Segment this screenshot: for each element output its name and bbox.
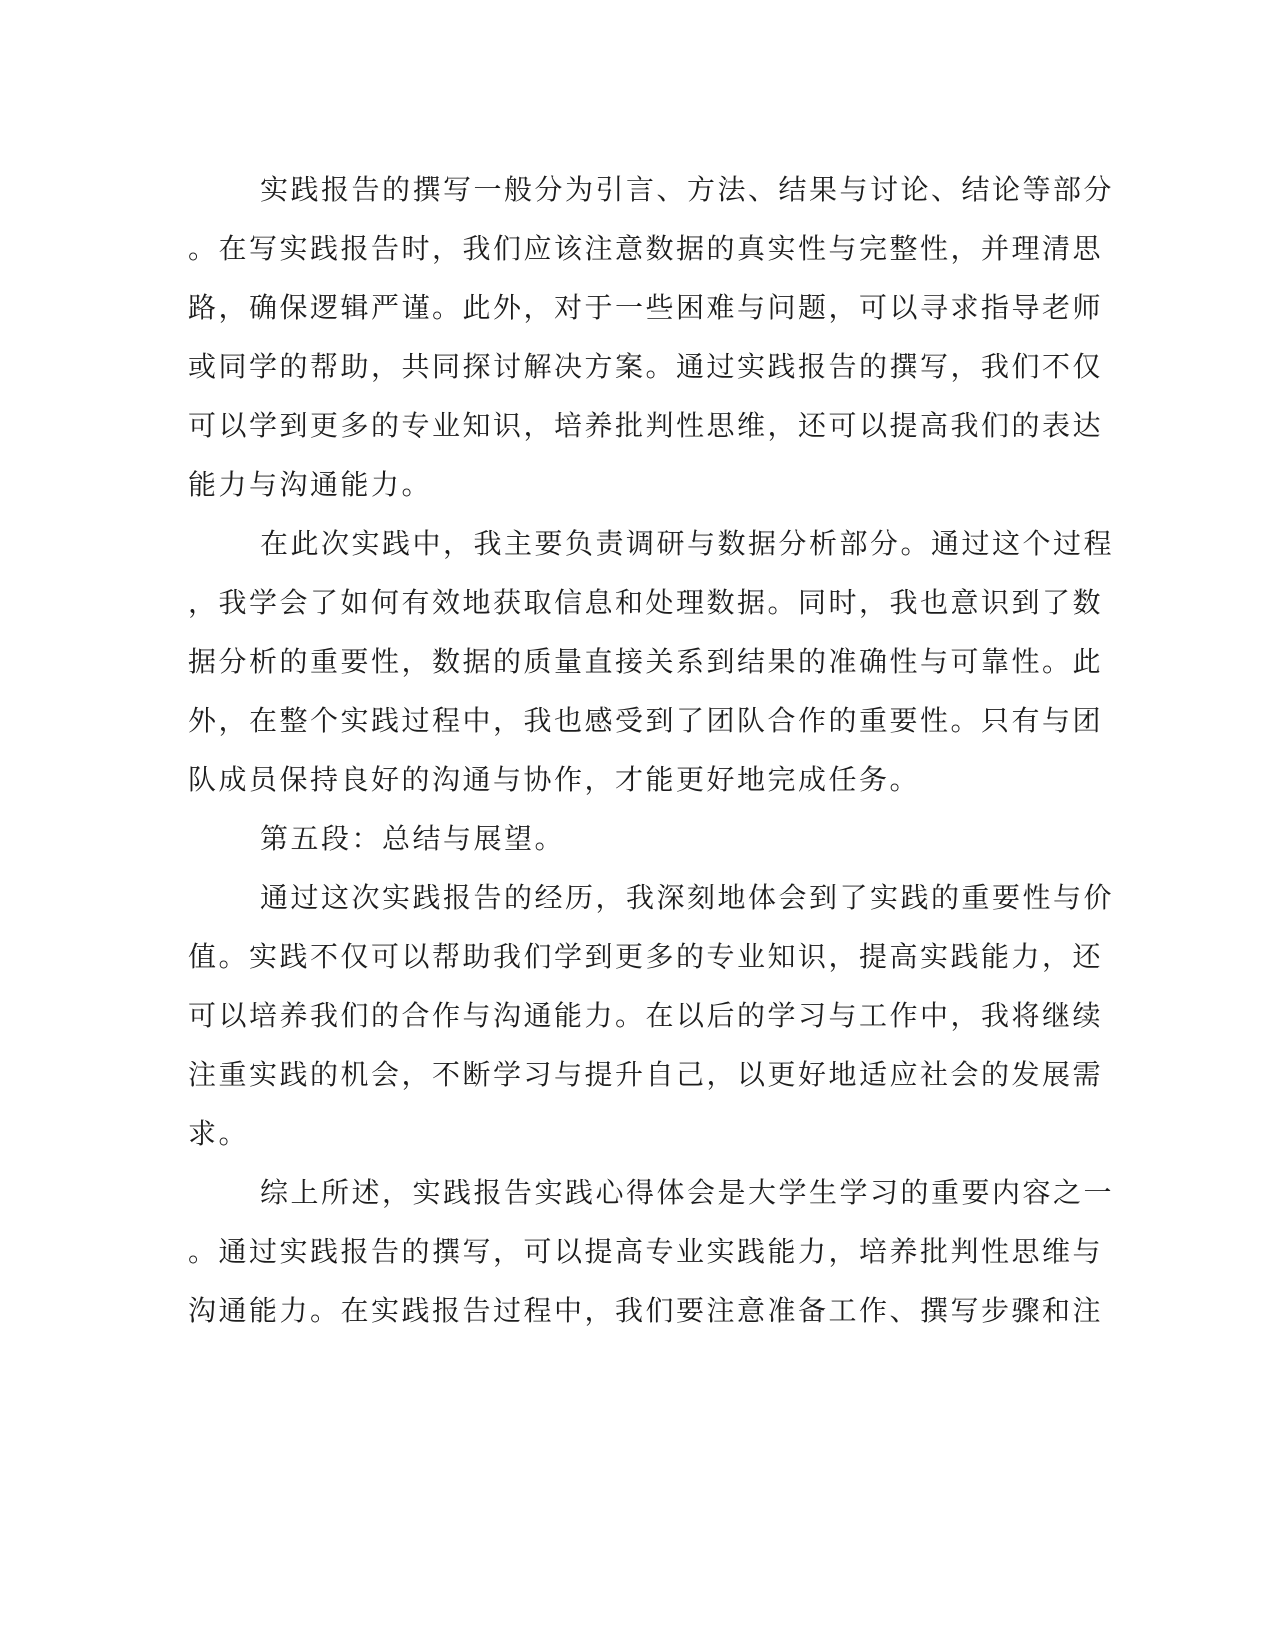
text-line: 可以培养我们的合作与沟通能力。在以后的学习与工作中，我将继续 [188, 999, 1104, 1032]
text-line: 。通过实践报告的撰写，可以提高专业实践能力，培养批判性思维与 [188, 1235, 1104, 1268]
section-heading: 第五段：总结与展望。 [260, 822, 566, 855]
document-body [188, 160, 1115, 1340]
text-line: 综上所述，实践报告实践心得体会是大学生学习的重要内容之一 [260, 1176, 1115, 1209]
text-line: 或同学的帮助，共同探讨解决方案。通过实践报告的撰写，我们不仅 [188, 350, 1104, 383]
text-line: 值。实践不仅可以帮助我们学到更多的专业知识，提高实践能力，还 [188, 940, 1104, 973]
text-line: 沟通能力。在实践报告过程中，我们要注意准备工作、撰写步骤和注 [188, 1294, 1104, 1327]
text-line: 外，在整个实践过程中，我也感受到了团队合作的重要性。只有与团 [188, 704, 1104, 737]
text-line: 可以学到更多的专业知识，培养批判性思维，还可以提高我们的表达 [188, 409, 1104, 442]
text-line: 。在写实践报告时，我们应该注意数据的真实性与完整性，并理清思 [188, 232, 1104, 265]
text-line: 实践报告的撰写一般分为引言、方法、结果与讨论、结论等部分 [260, 173, 1115, 206]
text-line: 通过这次实践报告的经历，我深刻地体会到了实践的重要性与价 [260, 881, 1115, 914]
text-line: 在此次实践中，我主要负责调研与数据分析部分。通过这个过程 [260, 527, 1115, 560]
text-line: 据分析的重要性，数据的质量直接关系到结果的准确性与可靠性。此 [188, 645, 1104, 678]
text-line: 求。 [188, 1117, 250, 1150]
text-line: 能力与沟通能力。 [188, 468, 433, 501]
text-line: ，我学会了如何有效地获取信息和处理数据。同时，我也意识到了数 [188, 586, 1104, 619]
text-line: 注重实践的机会，不断学习与提升自己，以更好地适应社会的发展需 [188, 1058, 1104, 1091]
text-line: 路，确保逻辑严谨。此外，对于一些困难与问题，可以寻求指导老师 [188, 291, 1104, 324]
text-line: 队成员保持良好的沟通与协作，才能更好地完成任务。 [188, 763, 921, 796]
